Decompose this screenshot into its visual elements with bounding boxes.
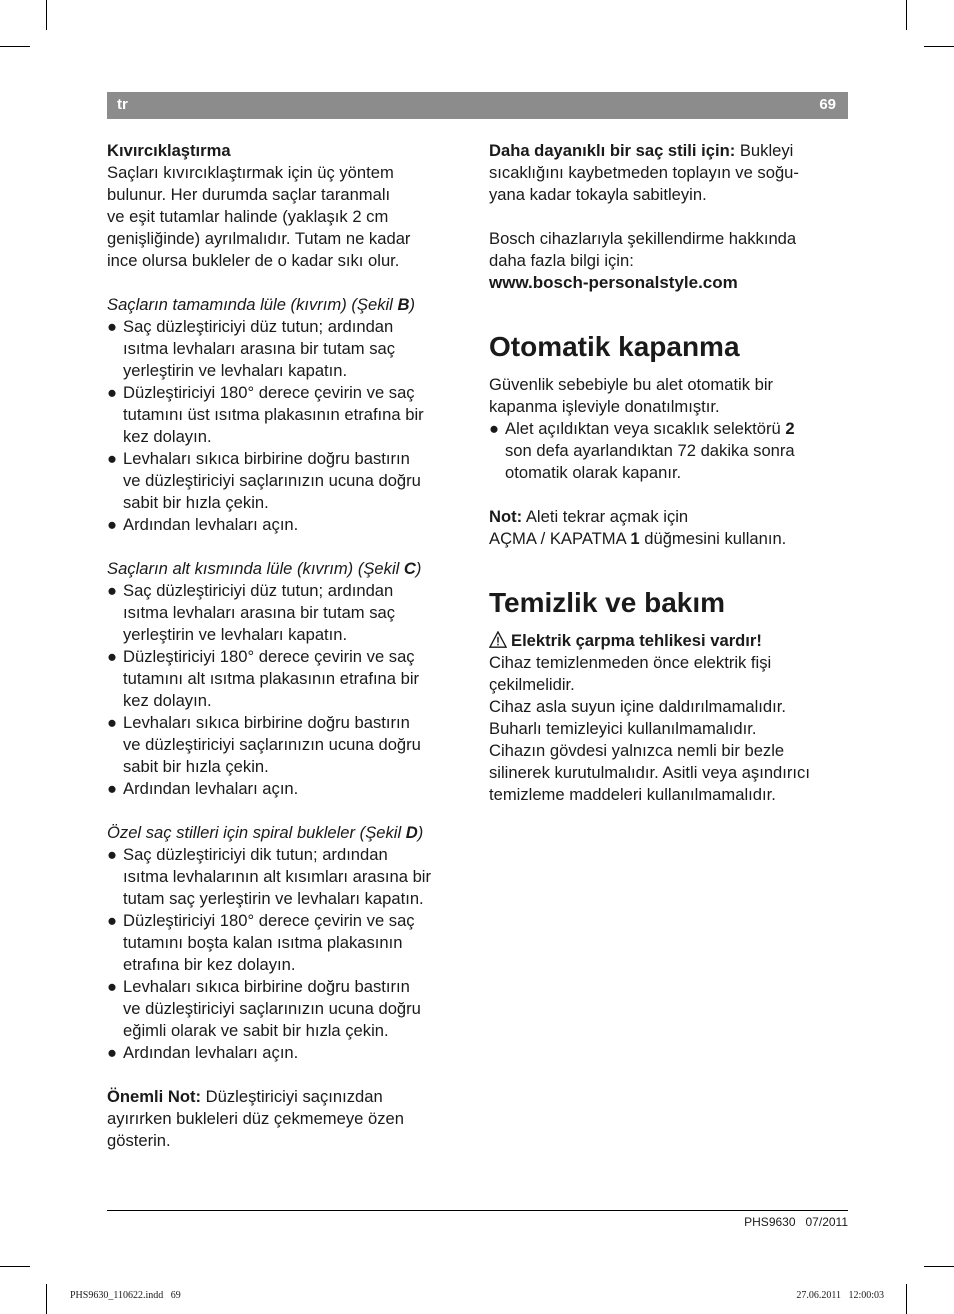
text-line: etrafına bir kez dolayın. <box>123 955 296 974</box>
subheading-figure-b <box>107 294 469 316</box>
text-line: ince olursa bukleler de o kadar sıkı olur. <box>107 251 400 270</box>
note-text: düğmesini kullanın. <box>639 529 787 548</box>
subheading-figure-d <box>107 822 469 844</box>
crop-mark <box>906 1284 907 1314</box>
text-line: ve eşit tutamlar halinde (yaklaşık 2 cm <box>107 207 389 226</box>
heading-cleaning: Temizlik ve bakım <box>489 587 726 618</box>
bullet-dot: ● <box>107 581 118 600</box>
list-item <box>107 1042 469 1064</box>
text-line: Cihazın gövdesi yalnızca nemli bir bezle <box>489 741 785 760</box>
text-line: Saçları kıvırcıklaştırmak için üç yöntem <box>107 163 394 182</box>
text-line: silinerek kurutulmalıdır. Asitli veya aşındırıcı <box>489 763 810 782</box>
bullet-dot: ● <box>107 647 118 666</box>
page-number: 69 <box>819 96 836 113</box>
text-line: Saç düzleştiriciyi dik tutun; ardından <box>123 845 388 864</box>
subheading-close: ) <box>417 823 424 842</box>
bullet-text: Alet açıldıktan veya sıcaklık selektörü <box>505 419 786 438</box>
text-line: tutamını boşta kalan ısıtma plakasının <box>123 933 403 952</box>
website-link[interactable]: www.bosch-personalstyle.com <box>489 273 738 292</box>
section-title-curling: Kıvırcıklaştırma <box>107 141 231 160</box>
text-line: Ardından levhaları açın. <box>123 1043 299 1062</box>
text-line: yana kadar tokayla sabitleyin. <box>489 185 707 204</box>
text-line: ısıtma levhaları arasına bir tutam saç <box>123 603 396 622</box>
text-line: daha fazla bilgi için: <box>489 251 634 270</box>
text-line: tutamını üst ısıtma plakasının etrafına bir <box>123 405 424 424</box>
text-line: genişliğinde) ayrılmalıdır. Tutam ne kadar <box>107 229 411 248</box>
print-info-file: PHS9630_110622.indd 69 <box>70 1290 181 1301</box>
heading-auto-off: Otomatik kapanma <box>489 331 740 362</box>
ref-number: 2 <box>785 419 795 438</box>
bullet-dot: ● <box>107 515 118 534</box>
list-item <box>107 976 469 1042</box>
text-line: Buharlı temizleyici kullanılmamalıdır. <box>489 719 757 738</box>
bullet-dot: ● <box>107 977 118 996</box>
bullet-dot: ● <box>107 1043 118 1062</box>
list-item <box>107 514 469 536</box>
text-line: Levhaları sıkıca birbirine doğru bastırın <box>123 977 410 996</box>
footer-model-date: PHS9630 07/2011 <box>744 1215 848 1229</box>
bullet-dot: ● <box>107 317 118 336</box>
important-note <box>107 1086 469 1152</box>
note-text: Aleti tekrar açmak için <box>522 507 689 526</box>
ref-number: 1 <box>630 529 640 548</box>
figure-letter: D <box>405 823 418 842</box>
subheading-text: Saçların tamamında lüle (kıvrım) (Şekil <box>107 295 398 314</box>
bullet-dot: ● <box>107 449 118 468</box>
note-text: Düzleştiriciyi saçınızdan <box>201 1087 383 1106</box>
text-line: Saç düzleştiriciyi düz tutun; ardından <box>123 317 394 336</box>
bullet-dot: ● <box>489 419 500 438</box>
bullet-dot: ● <box>107 383 118 402</box>
text-line: Ardından levhaları açın. <box>123 515 299 534</box>
text-line: çekilmelidir. <box>489 675 575 694</box>
bullet-dot: ● <box>107 779 118 798</box>
subheading-close: ) <box>409 295 415 314</box>
subheading-text: Saçların alt kısmında lüle (kıvrım) (Şekil <box>107 559 404 578</box>
list-item <box>107 778 469 800</box>
bullet-dot: ● <box>107 845 118 864</box>
text-line: temizleme maddeleri kullanılmamalıdır. <box>489 785 776 804</box>
list-item <box>107 448 469 514</box>
text-line: Bosch cihazlarıyla şekillendirme hakkında <box>489 229 797 248</box>
language-code: tr <box>117 96 128 113</box>
list-item <box>107 712 469 778</box>
list-item <box>107 910 469 976</box>
text-line: kez dolayın. <box>123 427 212 446</box>
print-info-timestamp: 27.06.2011 12:00:03 <box>796 1290 884 1301</box>
tip-label: Daha dayanıklı bir saç stili için: <box>489 141 736 160</box>
text-line: ısıtma levhalarının alt kısımları arasına bir <box>123 867 432 886</box>
text-line: otomatik olarak kapanır. <box>505 463 682 482</box>
crop-mark <box>46 0 47 30</box>
text-line <box>489 140 851 162</box>
text-line: sabit bir hızla çekin. <box>123 757 269 776</box>
right-column <box>489 140 851 806</box>
text-line: sabit bir hızla çekin. <box>123 493 269 512</box>
text-line <box>107 1086 469 1108</box>
text-line <box>505 418 851 440</box>
left-column <box>107 140 469 1152</box>
text-line: kapanma işleviyle donatılmıştır. <box>489 397 720 416</box>
text-line: ve düzleştiriciyi saçlarınızın ucuna doğru <box>123 999 421 1018</box>
text-line <box>489 506 851 528</box>
text-line: eğimli olarak ve sabit bir hızla çekin. <box>123 1021 389 1040</box>
warning-triangle-icon <box>489 631 507 649</box>
list-item <box>107 382 469 448</box>
text-line: tutam saç yerleştirin ve levhaları kapatın. <box>123 889 424 908</box>
text-line: tutamını alt ısıtma plakasının etrafına bir <box>123 669 420 688</box>
list-item <box>107 580 469 646</box>
curling-intro <box>107 162 469 272</box>
list-item <box>107 646 469 712</box>
crop-mark <box>924 1266 954 1267</box>
text-line: Cihaz temizlenmeden önce elektrik fişi <box>489 653 772 672</box>
list-item <box>107 844 469 910</box>
subheading-text: Özel saç stilleri için spiral bukleler (Şekil <box>107 823 406 842</box>
text-line: ve düzleştiriciyi saçlarınızın ucuna doğru <box>123 735 421 754</box>
note-label: Önemli Not: <box>107 1087 202 1106</box>
text-line: Saç düzleştiriciyi düz tutun; ardından <box>123 581 394 600</box>
crop-mark <box>906 0 907 30</box>
text-line: Düzleştiriciyi 180° derece çevirin ve saç <box>123 383 415 402</box>
warning-text: Elektrik çarpma tehlikesi vardır! <box>511 631 762 650</box>
text-line: bulunur. Her durumda saçlar taranmalı <box>107 185 391 204</box>
subheading-figure-c <box>107 558 469 580</box>
text-line: ayırırken bukleleri düz çekmemeye özen <box>107 1109 404 1128</box>
durable-style-tip <box>489 140 851 206</box>
note-text: AÇMA / KAPATMA <box>489 529 631 548</box>
text-line: Güvenlik sebebiyle bu alet otomatik bir <box>489 375 774 394</box>
bullet-dot: ● <box>107 911 118 930</box>
text-line: ısıtma levhaları arasına bir tutam saç <box>123 339 396 358</box>
text-line: Düzleştiriciyi 180° derece çevirin ve saç <box>123 911 415 930</box>
text-line: ve düzleştiriciyi saçlarınızın ucuna doğru <box>123 471 421 490</box>
list-item <box>107 316 469 382</box>
subheading-close: ) <box>415 559 422 578</box>
text-line <box>489 528 851 550</box>
crop-mark <box>0 1266 30 1267</box>
text-line: Ardından levhaları açın. <box>123 779 299 798</box>
page-header-bar <box>107 92 848 119</box>
figure-letter: B <box>397 295 410 314</box>
text-line: yerleştirin ve levhaları kapatın. <box>123 625 348 644</box>
warning-line <box>489 630 851 652</box>
text-line: Levhaları sıkıca birbirine doğru bastırın <box>123 713 410 732</box>
note-label: Not: <box>489 507 523 526</box>
figure-letter: C <box>403 559 416 578</box>
text-line: sıcaklığını kaybetmeden toplayın ve soğu- <box>489 163 799 182</box>
text-line: Levhaları sıkıca birbirine doğru bastırın <box>123 449 410 468</box>
text-line: yerleştirin ve levhaları kapatın. <box>123 361 348 380</box>
list-item <box>489 418 851 484</box>
text-line: son defa ayarlandıktan 72 dakika sonra <box>505 441 795 460</box>
text-line: Cihaz asla suyun içine daldırılmamalıdır. <box>489 697 786 716</box>
crop-mark <box>46 1284 47 1314</box>
crop-mark <box>0 46 30 47</box>
text-line: kez dolayın. <box>123 691 212 710</box>
footer-divider <box>107 1210 848 1211</box>
text-line: gösterin. <box>107 1131 171 1150</box>
crop-mark <box>924 46 954 47</box>
text-line: Düzleştiriciyi 180° derece çevirin ve saç <box>123 647 415 666</box>
tip-text: Bukleyi <box>735 141 794 160</box>
bullet-dot: ● <box>107 713 118 732</box>
